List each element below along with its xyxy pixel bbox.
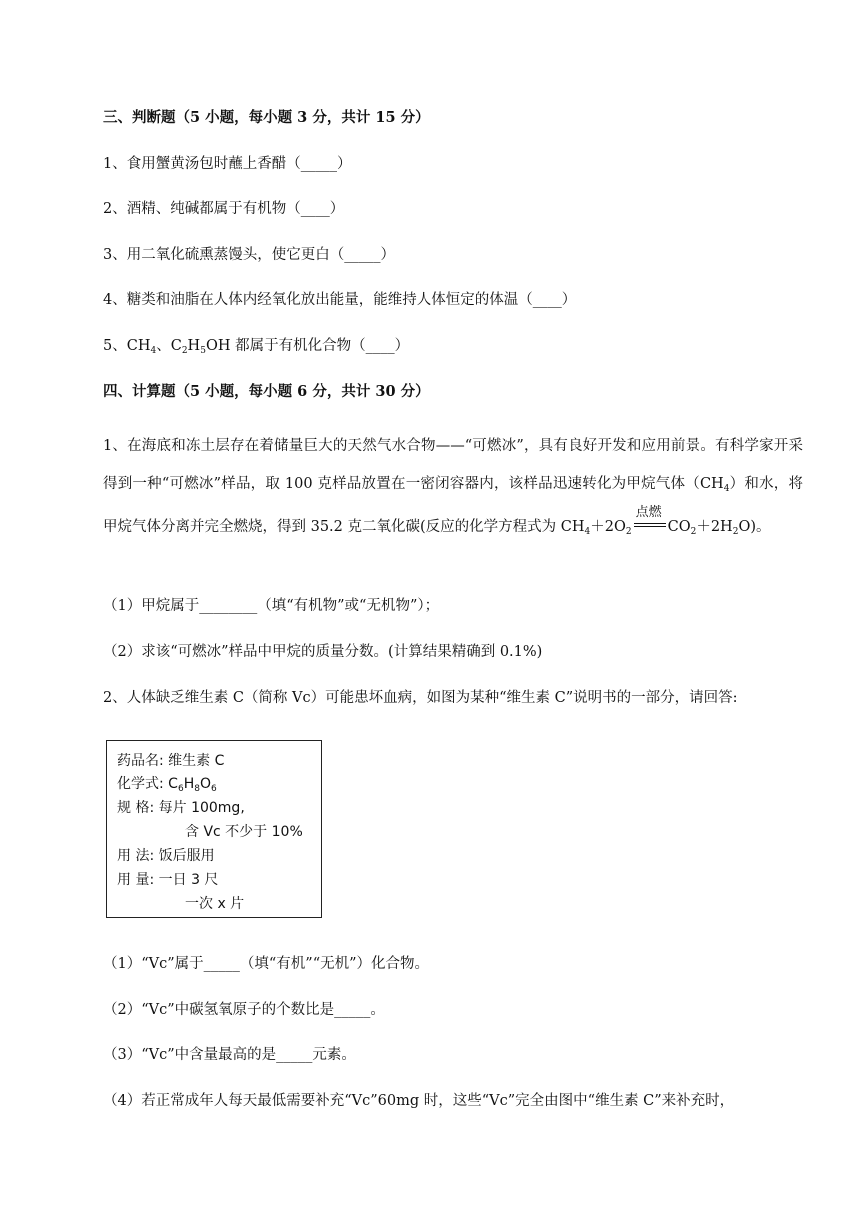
reaction-condition: 点燃: [634, 508, 666, 546]
judge-item-5: 5、$CH_4$、$C_2H_5OH$ 都属于有机化合物（____）: [103, 338, 410, 356]
judge-item-1: 1、食用蟹黄汤包时蘸上香醋（_____）: [103, 156, 352, 172]
usage-line: 用 法: 饭后服用: [117, 848, 215, 864]
section4-title: 四、计算题（5 小题，每小题 6 分，共计 30 分）: [103, 383, 430, 400]
calc-question-2: 2、人体缺乏维生素 C（简称 Vc）可能患坏血病，如图为某种“维生素 C”说明书的一部分，请回答:: [103, 690, 738, 706]
drug-name: 药品名: 维生素 C: [117, 753, 225, 769]
chemical-formula: 化学式: $C_6H_8O_6$: [117, 776, 217, 794]
calc-q2-sub4: （4）若正常成年人每天最低需要补充“Vc”60mg 时，这些“Vc”完全由图中“维生素 C”来补充时，: [103, 1093, 735, 1109]
calc-q2-sub3: （3）“Vc”中含量最高的是_____元素。: [103, 1047, 356, 1063]
calc-q2-sub1: （1）“Vc”属于_____（填“有机”“无机”）化合物。: [103, 956, 430, 972]
spec-line-1: 规 格: 每片 100mg,: [117, 800, 245, 816]
section3-title: 三、判断题（5 小题，每小题 3 分，共计 15 分）: [103, 109, 430, 126]
calc-q1-sub2: （2）求该“可燃冰”样品中甲烷的质量分数。(计算结果精确到 0.1%): [103, 644, 543, 660]
judge-item-4: 4、糖类和油脂在人体内经氧化放出能量，能维持人体恒定的体温（____）: [103, 292, 577, 308]
dose-line-2: 一次 x 片: [185, 896, 245, 912]
spec-line-2: 含 Vc 不少于 10%: [185, 824, 303, 840]
vitamin-c-label-box: [106, 740, 322, 918]
calc-q1-sub1: （1）甲烷属于________（填“有机物”或“无机物”）；: [103, 598, 440, 614]
dose-line-1: 用 量: 一日 3 尺: [117, 872, 219, 888]
calc-q2-sub2: （2）“Vc”中碳氢氧原子的个数比是_____。: [103, 1002, 385, 1018]
judge-item-3: 3、用二氧化硫熏蒸馒头，使它更白（_____）: [103, 247, 395, 263]
judge-item-2: 2、酒精、纯碱都属于有机物（____）: [103, 201, 345, 217]
calc-question-1: 1、在海底和冻土层存在着储量巨大的天然气水合物——“可燃冰”，具有良好开发和应用前景。有科学家开采得到一种“可燃冰”样品，取 100 克样品放置在一密闭容器内，该样品迅速转化为甲烷气体$(CH_4)$和水，将甲烷气体分离并完全燃烧，得到 35.2 克二氧化碳(反应的化学方程式为 $CH_4+2O_2$ 点燃 $CO_2+2H_2O$)。: [103, 427, 803, 551]
